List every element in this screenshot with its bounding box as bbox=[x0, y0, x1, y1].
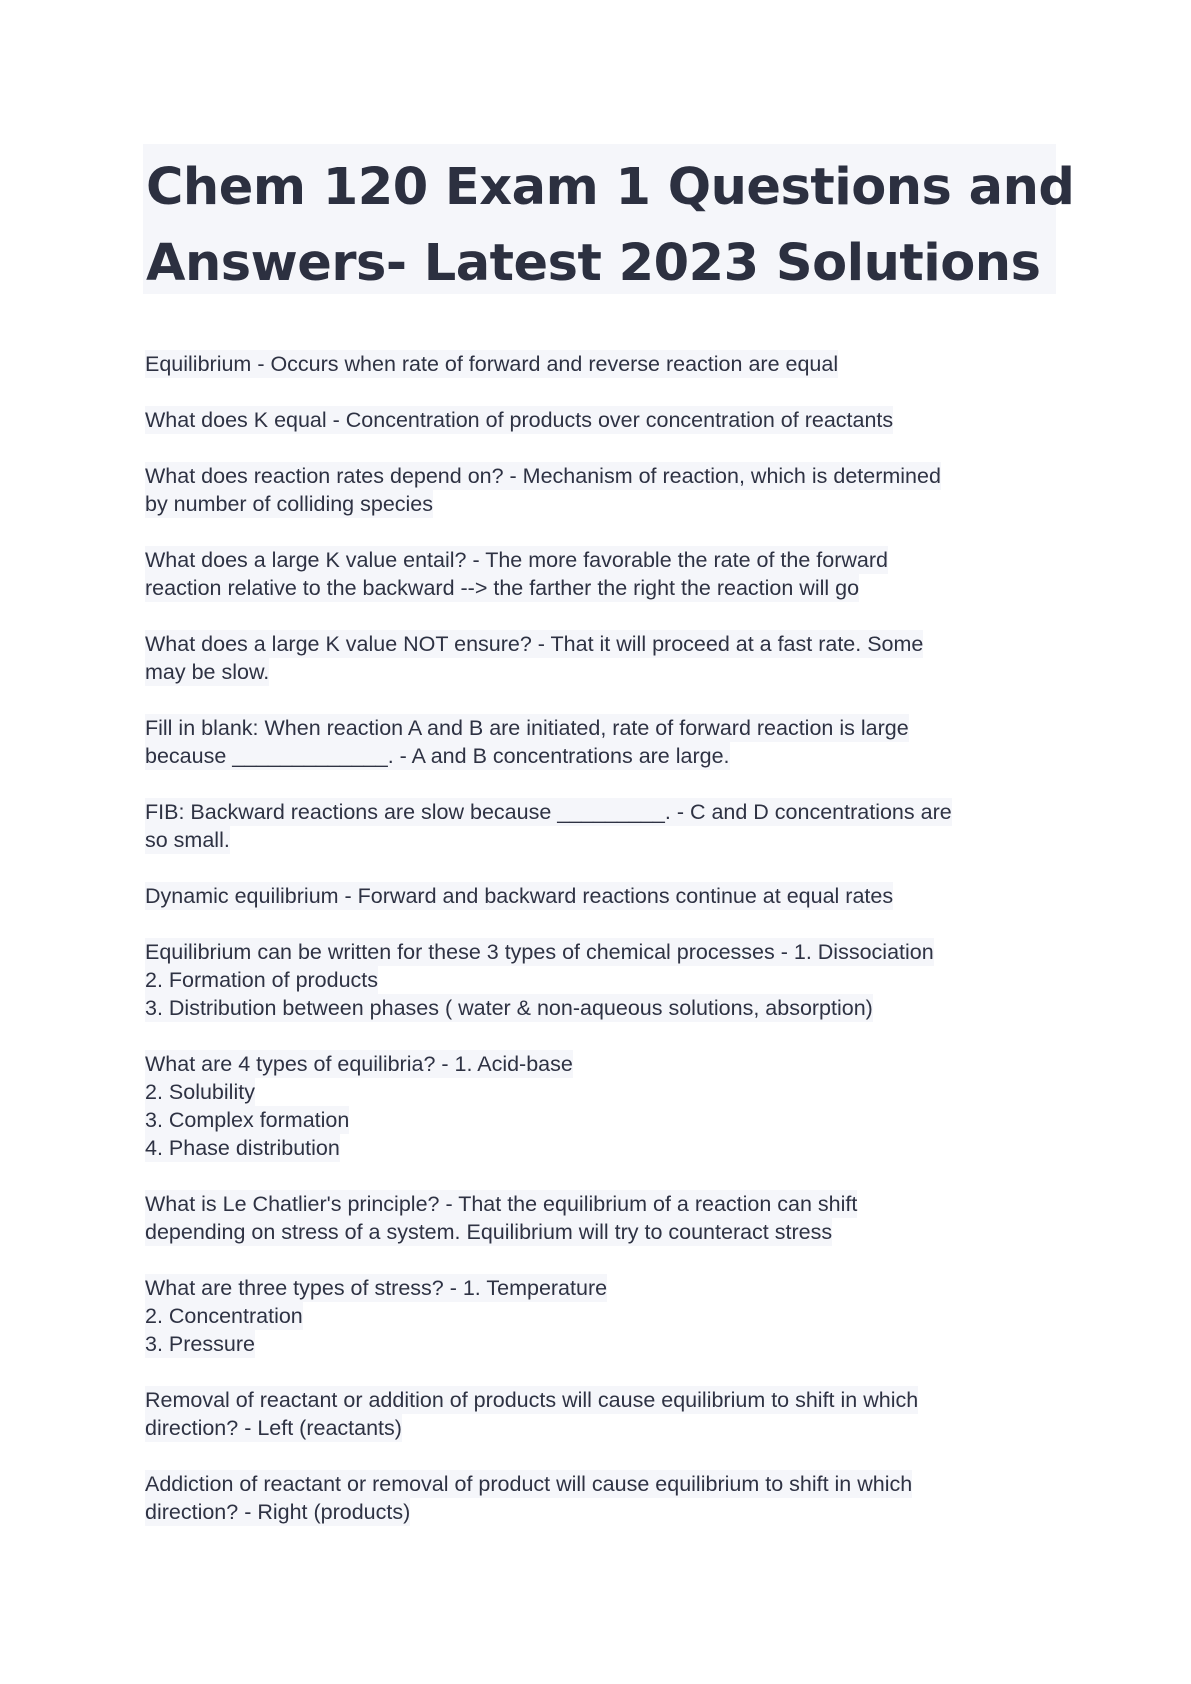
title-line: Answers- Latest 2023 Solutions bbox=[146, 234, 1041, 293]
qa-entry bbox=[145, 630, 1075, 686]
qa-line: What does a large K value NOT ensure? - That it will proceed at a fast rate. Some bbox=[145, 632, 924, 656]
qa-line: may be slow. bbox=[145, 660, 270, 684]
qa-line: Removal of reactant or addition of products will cause equilibrium to shift in which bbox=[145, 1388, 919, 1412]
qa-line: Addiction of reactant or removal of product will cause equilibrium to shift in which bbox=[145, 1472, 913, 1496]
qa-line: What is Le Chatlier's principle? - That the equilibrium of a reaction can shift bbox=[145, 1192, 858, 1216]
qa-line: 4. Phase distribution bbox=[145, 1136, 340, 1160]
qa-line: 2. Solubility bbox=[145, 1080, 255, 1104]
document-title bbox=[146, 150, 1074, 302]
qa-entry bbox=[145, 1190, 1075, 1246]
qa-entry bbox=[145, 938, 1075, 1022]
qa-entry bbox=[145, 406, 1075, 434]
qa-entry bbox=[145, 546, 1075, 602]
qa-line: 3. Pressure bbox=[145, 1332, 255, 1356]
qa-entry bbox=[145, 714, 1075, 770]
qa-line: What are three types of stress? - 1. Temperature bbox=[145, 1276, 608, 1300]
qa-line: by number of colliding species bbox=[145, 492, 434, 516]
qa-line: so small. bbox=[145, 828, 230, 852]
qa-line: What does K equal - Concentration of products over concentration of reactants bbox=[145, 408, 894, 432]
qa-entry bbox=[145, 798, 1075, 854]
qa-line: Fill in blank: When reaction A and B are initiated, rate of forward reaction is large bbox=[145, 716, 909, 740]
qa-line: 2. Formation of products bbox=[145, 968, 379, 992]
qa-line: Equilibrium - Occurs when rate of forward and reverse reaction are equal bbox=[145, 352, 839, 376]
qa-line: 3. Complex formation bbox=[145, 1108, 350, 1132]
qa-line: Equilibrium can be written for these 3 types of chemical processes - 1. Dissociation bbox=[145, 940, 934, 964]
qa-line: What does reaction rates depend on? - Mechanism of reaction, which is determined bbox=[145, 464, 941, 488]
qa-entry bbox=[145, 882, 1075, 910]
qa-line: direction? - Right (products) bbox=[145, 1500, 411, 1524]
qa-entry bbox=[145, 350, 1075, 378]
qa-entry bbox=[145, 1050, 1075, 1162]
qa-line: What does a large K value entail? - The more favorable the rate of the forward bbox=[145, 548, 888, 572]
qa-list bbox=[145, 350, 1075, 1554]
qa-entry bbox=[145, 1274, 1075, 1358]
qa-entry bbox=[145, 1386, 1075, 1442]
qa-entry bbox=[145, 1470, 1075, 1526]
qa-line: What are 4 types of equilibria? - 1. Acid-base bbox=[145, 1052, 573, 1076]
qa-line: reaction relative to the backward --> the farther the right the reaction will go bbox=[145, 576, 860, 600]
qa-line: 3. Distribution between phases ( water & non-aqueous solutions, absorption) bbox=[145, 996, 873, 1020]
qa-line: direction? - Left (reactants) bbox=[145, 1416, 402, 1440]
qa-line: because _____________. - A and B concentrations are large. bbox=[145, 744, 730, 768]
qa-line: Dynamic equilibrium - Forward and backward reactions continue at equal rates bbox=[145, 884, 894, 908]
title-line: Chem 120 Exam 1 Questions and bbox=[146, 158, 1075, 217]
qa-line: 2. Concentration bbox=[145, 1304, 303, 1328]
qa-entry bbox=[145, 462, 1075, 518]
qa-line: depending on stress of a system. Equilibrium will try to counteract stress bbox=[145, 1220, 833, 1244]
qa-line: FIB: Backward reactions are slow because _________. - C and D concentrations are bbox=[145, 800, 952, 824]
